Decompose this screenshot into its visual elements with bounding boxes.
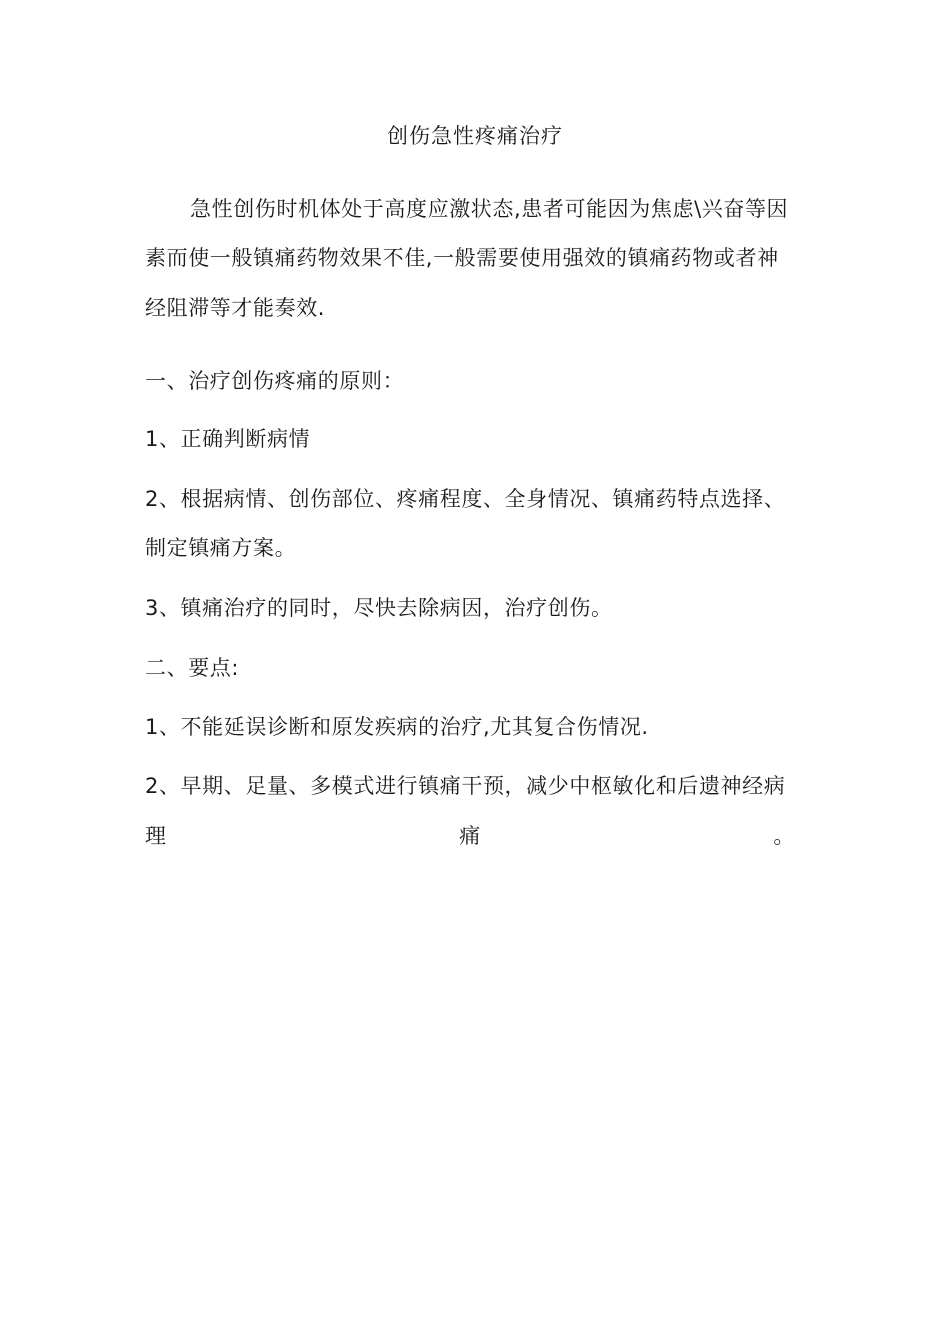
section1-heading-row xyxy=(145,366,810,396)
justified-char-3: 。 xyxy=(773,824,795,848)
section1-item-2-line-2: 制定镇痛方案。 xyxy=(145,536,297,560)
intro-paragraph-cont-1 xyxy=(145,243,810,273)
section2-heading-row xyxy=(145,653,810,683)
section2-item-2-line-2 xyxy=(145,821,795,851)
section1-item2-row-cont xyxy=(145,533,810,563)
section1-item1-row xyxy=(145,424,810,454)
justified-char-2: 痛 xyxy=(459,824,481,848)
section2-item2-row-cont xyxy=(145,821,810,851)
intro-line-3: 经阻滞等才能奏效. xyxy=(145,296,326,320)
intro-line-2: 素而使一般镇痛药物效果不佳,一般需要使用强效的镇痛药物或者神 xyxy=(145,246,779,270)
section2-item1-row xyxy=(145,712,810,742)
section2-item2-row xyxy=(145,771,810,801)
section1-item2-row xyxy=(145,484,810,514)
document-title: 创伤急性疼痛治疗 xyxy=(387,124,563,148)
intro-paragraph-cont-2 xyxy=(145,293,810,323)
section2-heading: 二、要点: xyxy=(145,656,240,680)
section1-item-1: 1、正确判断病情 xyxy=(145,427,311,451)
section2-item-2-line-1: 2、早期、足量、多模式进行镇痛干预，减少中枢敏化和后遗神经病 xyxy=(145,774,786,798)
intro-line-1: 急性创伤时机体处于高度应激状态,患者可能因为焦虑\兴奋等因 xyxy=(190,197,789,221)
section1-item3-row xyxy=(145,593,810,623)
section2-item-1: 1、不能延误诊断和原发疾病的治疗,尤其复合伤情况. xyxy=(145,715,649,739)
section1-item-2-line-1: 2、根据病情、创伤部位、疼痛程度、全身情况、镇痛药特点选择、 xyxy=(145,487,786,511)
intro-paragraph xyxy=(145,194,810,224)
justified-char-1: 理 xyxy=(145,824,167,848)
section1-item-3: 3、镇痛治疗的同时，尽快去除病因，治疗创伤。 xyxy=(145,596,613,620)
section1-heading: 一、治疗创伤疼痛的原则： xyxy=(145,369,405,393)
